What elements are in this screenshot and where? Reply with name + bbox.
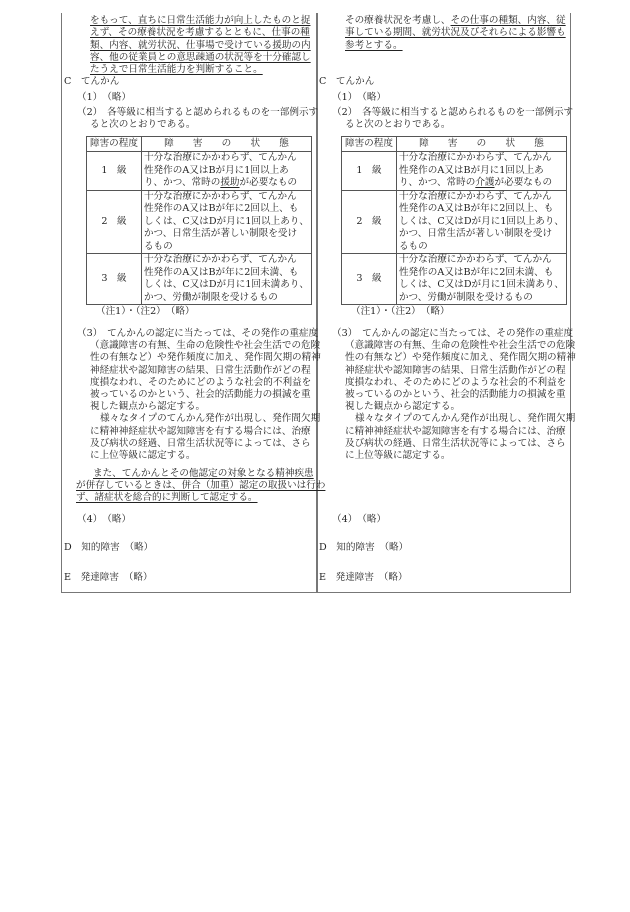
section-heading-d: D 知的障害 （略） xyxy=(64,542,154,553)
text-segment: 性発作のA又はBが年に2回以上、も xyxy=(398,203,554,214)
item-2-line: （2） 各等級に相当すると認められるものを一部例示す xyxy=(77,107,319,118)
item-3-line: に上位等級に認定する。 xyxy=(90,450,196,461)
item-3-line: 度損なわれ、そのためにどのような社会的不利益を xyxy=(345,376,567,388)
table-row xyxy=(342,254,567,305)
item-3-line: （3） てんかんの認定に当たっては、その発作の重症度 xyxy=(77,328,319,339)
text-segment: しくは、C又はDが月に1回以上あり、 xyxy=(398,215,564,227)
item-3-line: 視した観点から認定する。 xyxy=(345,401,461,413)
table-row xyxy=(342,152,567,191)
grade-cell: 3 級 xyxy=(342,254,397,305)
item-2-line: ると次のとおりである。 xyxy=(90,119,196,131)
text-segment: かつ、労働が制限を受けるもの xyxy=(143,291,278,303)
text-segment: 性発作のA又はBが年に2回以上、も xyxy=(143,203,299,214)
item-3-added-line: また、てんかんとその他認定の対象となる精神疾患 xyxy=(93,468,314,479)
item-3-line: （意識障害の有無、生命の危険性や社会生活での危険 xyxy=(90,340,321,352)
status-cell xyxy=(396,190,566,254)
item-1: （1） （略） xyxy=(77,92,132,103)
item-3-line: 被っているのかという、社会的活動能力の損減を重 xyxy=(90,389,311,400)
item-3-line: 及び病状の経過、日常生活状況等によっては、さら xyxy=(345,437,566,449)
text-segment: をもって、直ちに日常生活能力が向上したものと捉 xyxy=(90,15,311,26)
status-line xyxy=(399,228,564,241)
status-line xyxy=(399,292,564,305)
item-2-line: （2） 各等級に相当すると認められるものを一部例示す xyxy=(332,107,574,118)
item-3-line: 性の有無など）や発作頻度に加え、発作間欠期の精神 xyxy=(345,352,576,364)
text-segment: かつ、労働が制限を受けるもの xyxy=(398,291,533,303)
text-segment: 事している期間、就労状況及びそれらによる影響も xyxy=(345,27,566,39)
text-segment: 性発作のA又はBが月に1回以上あ xyxy=(143,164,289,176)
grade-table xyxy=(341,136,567,305)
intro-line xyxy=(345,15,566,27)
header-grade: 障害の程度 xyxy=(342,137,397,152)
item-3-line: 神経症状や認知障害の結果、日常生活動作がどの程 xyxy=(90,364,311,376)
section-heading-d: D 知的障害 （略） xyxy=(319,542,409,553)
section-heading-e: E 発達障害 （略） xyxy=(319,572,408,583)
item-3-line: 様々なタイプのてんかん発作が出現し、発作間欠期 xyxy=(100,413,321,425)
header-grade: 障害の程度 xyxy=(87,137,142,152)
text-segment: しくは、C又はDが月に1回未満あり、 xyxy=(398,279,564,290)
status-line xyxy=(399,152,564,165)
header-status: 障 害 の 状 態 xyxy=(141,137,311,152)
section-heading-c: C てんかん xyxy=(319,76,375,87)
text-segment: 介護 xyxy=(475,177,495,188)
item-3-line: 及び病状の経過、日常生活状況等によっては、さら xyxy=(90,437,311,449)
section-heading-c: C てんかん xyxy=(64,76,120,87)
item-3-line: （意識障害の有無、生命の危険性や社会生活での危険 xyxy=(345,340,576,352)
notes: （注1）・（注2） （略） xyxy=(351,306,450,317)
text-segment: が必要なもの xyxy=(494,177,553,188)
left-column-revised xyxy=(0,0,326,600)
text-segment: えず、その療養状況を考慮するとともに、仕事の種 xyxy=(90,27,310,39)
item-3-added-line: ず、諸症状を総合的に判断して認定する。 xyxy=(76,492,258,504)
status-line xyxy=(399,165,564,178)
item-3-line: 視した観点から認定する。 xyxy=(90,401,206,413)
text-segment: 十分な治療にかかわらず、てんかん xyxy=(143,152,297,163)
text-segment: 十分な治療にかかわらず、てんかん xyxy=(398,190,552,202)
text-segment: 十分な治療にかかわらず、てんかん xyxy=(143,190,297,202)
grade-cell: 3 級 xyxy=(87,254,142,305)
item-4: （4） （略） xyxy=(332,514,387,525)
item-3-line: 様々なタイプのてんかん発作が出現し、発作間欠期 xyxy=(355,413,576,425)
text-segment: 容、他の従業員との意思疎通の状況等を十分確認し xyxy=(90,51,311,63)
item-1: （1） （略） xyxy=(332,92,387,103)
text-segment: るもの xyxy=(143,240,173,252)
text-segment: り、かつ、常時の xyxy=(143,177,221,188)
text-segment: が必要なもの xyxy=(239,177,298,188)
item-4: （4） （略） xyxy=(77,514,132,525)
item-3-line: に精神神経症状や認知障害を有する場合には、治療 xyxy=(90,425,311,437)
text-segment: 十分な治療にかかわらず、てんかん xyxy=(143,254,297,265)
notes: （注1）・（注2） （略） xyxy=(96,306,195,317)
text-segment: 十分な治療にかかわらず、てんかん xyxy=(398,254,552,265)
text-segment: 参考とする。 xyxy=(345,39,403,51)
item-3-line: 被っているのかという、社会的活動能力の損減を重 xyxy=(345,389,566,400)
item-3-line: 神経症状や認知障害の結果、日常生活動作がどの程 xyxy=(345,364,566,376)
status-line xyxy=(399,203,564,216)
intro-line xyxy=(90,64,263,76)
text-segment: 類、内容、就労状況、仕事場で受けている援助の内 xyxy=(90,39,311,51)
item-3-added-line: が併存しているときは、併合（加重）認定の取扱いは行わ xyxy=(76,480,326,492)
grade-cell: 1 級 xyxy=(342,152,397,191)
table-row xyxy=(342,190,567,254)
text-segment: るもの xyxy=(398,240,428,252)
text-segment: り、かつ、常時の xyxy=(398,177,476,188)
status-line xyxy=(399,191,564,204)
header-status: 障 害 の 状 態 xyxy=(396,137,566,152)
item-2-line: ると次のとおりである。 xyxy=(345,119,451,131)
grade-cell: 2 級 xyxy=(87,190,142,254)
text-segment: 十分な治療にかかわらず、てんかん xyxy=(398,152,552,163)
item-3-line: 性の有無など）や発作頻度に加え、発作間欠期の精神 xyxy=(90,352,321,364)
status-cell xyxy=(396,254,566,305)
text-segment: 援助 xyxy=(220,177,240,188)
item-3-line: （3） てんかんの認定に当たっては、その発作の重症度 xyxy=(332,328,574,339)
text-segment: かつ、日常生活が著しい制限を受け xyxy=(398,228,553,239)
text-segment: 性発作のA又はBが年に2回未満、も xyxy=(143,266,299,278)
text-segment: しくは、C又はDが月に1回未満あり、 xyxy=(143,279,309,290)
right-column-current xyxy=(255,0,576,600)
table-header-row xyxy=(342,137,567,152)
text-segment: かつ、日常生活が著しい制限を受け xyxy=(143,228,298,239)
status-line xyxy=(399,216,564,229)
text-segment: 性発作のA又はBが年に2回未満、も xyxy=(398,266,554,278)
text-segment: たうえで日常生活能力を判断すること。 xyxy=(90,64,263,76)
text-segment: その療養状況を考慮し、 xyxy=(345,15,451,26)
section-heading-e: E 発達障害 （略） xyxy=(64,572,153,583)
intro-line xyxy=(345,27,566,39)
status-line xyxy=(399,254,564,267)
status-line xyxy=(399,267,564,280)
item-3-line: に精神神経症状や認知障害を有する場合には、治療 xyxy=(345,425,566,437)
status-cell xyxy=(396,152,566,191)
status-line xyxy=(399,177,564,190)
item-3-line: 度損なわれ、そのためにどのような社会的不利益を xyxy=(90,376,312,388)
text-segment: 性発作のA又はBが月に1回以上あ xyxy=(398,164,544,176)
text-segment: しくは、C又はDが月に1回以上あり、 xyxy=(143,215,309,227)
status-line xyxy=(399,241,564,254)
intro-line xyxy=(345,40,403,52)
item-3-line: に上位等級に認定する。 xyxy=(345,450,451,461)
status-line xyxy=(399,279,564,292)
grade-cell: 1 級 xyxy=(87,152,142,191)
text-segment: その仕事の種類、内容、従 xyxy=(450,15,566,26)
grade-cell: 2 級 xyxy=(342,190,397,254)
